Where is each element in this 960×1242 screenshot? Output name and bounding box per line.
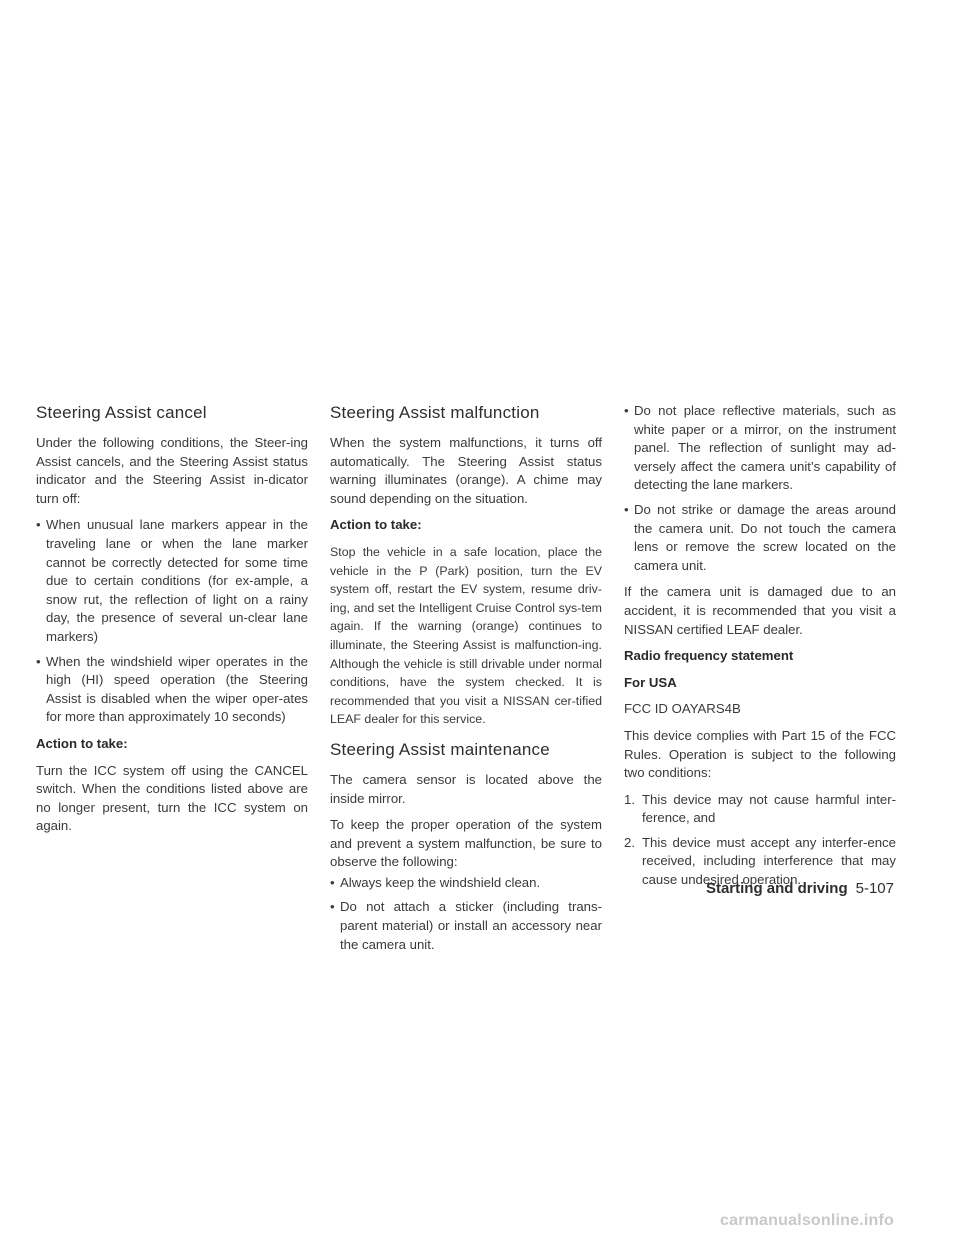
list-item: • Do not strike or damage the areas around the camera unit. Do not touch the camera lens or remove the screw located on the camera unit. <box>624 501 896 573</box>
cancel-intro: Under the following conditions, the Steer-ing Assist cancels, and the Steering Assist status indicator and the Steering Assist in-dicator turn off: <box>36 435 308 506</box>
column-2 <box>330 402 602 962</box>
action-text: Turn the ICC system off using the CANCEL switch. When the conditions listed above are no longer present, turn the ICC system on again. <box>36 762 308 834</box>
list-item: • When the windshield wiper operates in the high (HI) speed operation (the Steering Assist is disabled when the wiper oper-ates for more than approximately 10 seconds) <box>36 653 308 725</box>
damage-text: If the camera unit is damaged due to an accident, it is recommended that you visit a NISSAN certified LEAF dealer. <box>624 584 896 637</box>
section-heading-steering-assist-malfunction: Steering Assist malfunction <box>330 403 540 422</box>
cancel-conditions-list <box>36 516 308 727</box>
bullet-glyph: • <box>330 899 335 915</box>
bullet-glyph: • <box>36 653 41 669</box>
maintenance-list-continued <box>624 402 896 575</box>
for-usa-heading: For USA <box>624 674 677 690</box>
list-item: • Do not place reflective materials, such as white paper or a mirror, on the instrument panel. The reflection of sunlight may ad-versely affect the camera unit’s capability of detecting the lane markers. <box>624 403 896 493</box>
bullet-glyph: • <box>624 501 629 517</box>
list-item: • Do not attach a sticker (including trans-parent material) or install an accessory near the camera unit. <box>330 899 602 952</box>
maintenance-list <box>330 874 602 954</box>
list-item: • Always keep the windshield clean. <box>330 874 602 893</box>
watermark-logo: carmanualsonline.info <box>720 1212 895 1229</box>
conditions-list <box>624 791 896 890</box>
bullet-glyph: • <box>624 403 629 418</box>
section-heading-steering-assist-cancel: Steering Assist cancel <box>36 403 207 422</box>
page-footer <box>706 880 894 897</box>
maintenance-text-2: To keep the proper operation of the system and prevent a system malfunction, be sure to observe the following: <box>330 817 602 870</box>
malfunction-intro: When the system malfunctions, it turns off automatically. The Steering Assist status warning illuminates (orange). A chime may sound depending on the situation. <box>330 435 602 506</box>
fcc-id: FCC ID OAYARS4B <box>624 701 741 717</box>
column-3 <box>624 402 896 896</box>
section-heading-steering-assist-maintenance: Steering Assist maintenance <box>330 739 550 759</box>
bullet-glyph: • <box>330 874 335 890</box>
bullet-glyph: • <box>36 517 41 533</box>
column-1 <box>36 402 308 844</box>
radio-frequency-heading: Radio frequency statement <box>624 648 794 664</box>
list-item: • When unusual lane markers appear in the traveling lane or when the lane marker cannot be correctly detected for some time due to certain conditions (for ex-ample, a snow rut, the reflection of light on a rainy day, the presence of several un-clear lane markers) <box>36 517 308 644</box>
page-number: 5-107 <box>855 880 894 897</box>
list-item: 1. This device may not cause harmful inter-ference, and <box>624 791 896 826</box>
action-label: Action to take: <box>36 735 128 751</box>
maintenance-text-1: The camera sensor is located above the inside mirror. <box>330 771 602 806</box>
footer-section-title: Starting and driving <box>705 880 848 897</box>
list-item: 2. This device must accept any interfer-ence received, including interference that may cause undesired operation. <box>624 834 896 888</box>
action-label: Action to take: <box>330 517 422 533</box>
action-text: Stop the vehicle in a safe location, place the vehicle in the P (Park) position, turn the EV system off, restart the EV system, resume driv-ing, and set the Intelligent Cruise Control sys-tem again. If the warning (orange) continues to illuminate, the Steering Assist is malfunction-ing. Although the vehicle is still drivable under normal conditions, have the system checked. It is recommended that you visit a NISSAN cer-tified LEAF dealer for this service. <box>330 544 602 727</box>
compliance-text: This device complies with Part 15 of the FCC Rules. Operation is subject to the following two conditions: <box>624 727 896 781</box>
